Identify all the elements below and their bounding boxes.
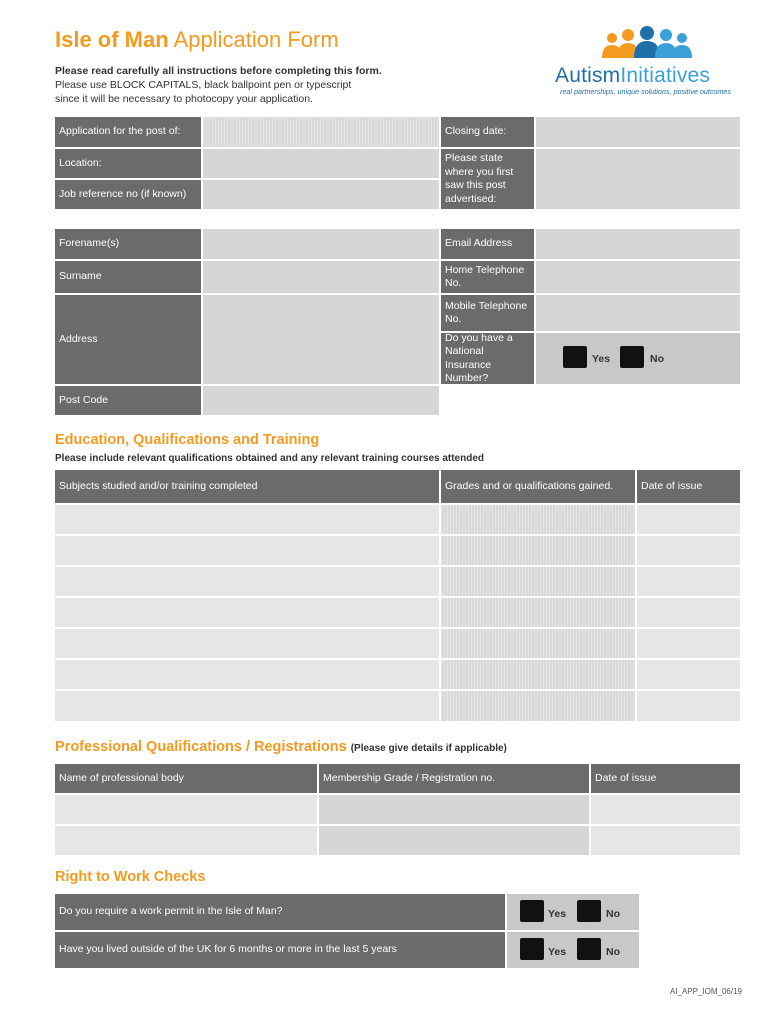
professional-col-membership: Membership Grade / Registration no. [319,764,589,793]
title-rest: Application Form [173,27,339,52]
professional-membership-cell[interactable] [319,795,589,824]
forenames-field[interactable] [203,229,439,259]
professional-membership-cell[interactable] [319,826,589,855]
right-to-work-heading: Right to Work Checks [55,869,206,885]
post-code-label: Post Code [55,386,201,415]
education-date-cell[interactable] [637,536,740,565]
application-for-label: Application for the post of: [55,117,201,147]
professional-col-date: Date of issue [591,764,740,793]
education-subject-cell[interactable] [55,505,439,534]
page-title [55,27,339,53]
lived-outside-yes-checkbox[interactable] [520,938,544,960]
brand-name-part1: Autism [555,64,621,87]
closing-date-field[interactable] [536,117,740,147]
education-grade-cell[interactable] [441,629,635,658]
ni-no-checkbox[interactable] [620,346,644,368]
lived-outside-yes-label: Yes [548,946,567,958]
instruction-line-2: Please use BLOCK CAPITALS, black ballpoint pen or typescript [55,79,352,91]
email-label: Email Address [441,229,534,259]
education-date-cell[interactable] [637,629,740,658]
professional-date-cell[interactable] [591,795,740,824]
ni-yes-checkbox[interactable] [563,346,587,368]
professional-body-cell[interactable] [55,795,317,824]
professional-col-body: Name of professional body [55,764,317,793]
education-grade-cell[interactable] [441,691,635,721]
work-permit-no-label: No [606,908,620,920]
education-col-subjects: Subjects studied and/or training completed [55,470,439,503]
ni-yes-label: Yes [592,353,611,365]
professional-date-cell[interactable] [591,826,740,855]
work-permit-yes-label: Yes [548,908,567,920]
work-permit-no-checkbox[interactable] [577,900,601,922]
location-field[interactable] [203,149,439,178]
education-subject-cell[interactable] [55,567,439,596]
people-logo-icon [598,24,698,64]
education-date-cell[interactable] [637,598,740,627]
ni-question-label: Do you have a National Insurance Number? [441,333,534,384]
education-note: Please include relevant qualifications obtained and any relevant training courses attended [55,453,485,464]
work-permit-question: Do you require a work permit in the Isle of Man? [55,894,505,930]
education-date-cell[interactable] [637,505,740,534]
application-for-field[interactable] [203,117,439,147]
education-grade-cell[interactable] [441,567,635,596]
job-reference-label: Job reference no (if known) [55,180,201,209]
location-label: Location: [55,149,201,178]
address-label: Address [55,295,201,384]
instruction-line-3: since it will be necessary to photocopy your application. [55,93,313,105]
lived-outside-question: Have you lived outside of the UK for 6 months or more in the last 5 years [55,932,505,968]
forenames-label: Forename(s) [55,229,201,259]
education-grade-cell[interactable] [441,505,635,534]
lived-outside-no-checkbox[interactable] [577,938,601,960]
form-code: AI_APP_IOM_06/19 [669,987,742,996]
education-date-cell[interactable] [637,567,740,596]
address-field[interactable] [203,295,439,384]
education-subject-cell[interactable] [55,691,439,721]
title-bold: Isle of Man [55,27,169,52]
education-date-cell[interactable] [637,691,740,721]
home-tel-label: Home Telephone No. [441,261,534,293]
instructions [55,64,382,106]
education-grade-cell[interactable] [441,660,635,689]
education-heading: Education, Qualifications and Training [55,432,320,448]
closing-date-label: Closing date: [441,117,534,147]
education-col-date: Date of issue [637,470,740,503]
surname-field[interactable] [203,261,439,293]
education-subject-cell[interactable] [55,536,439,565]
education-subject-cell[interactable] [55,660,439,689]
instruction-line-1: Please read carefully all instructions before completing this form. [55,65,382,77]
post-code-field[interactable] [203,386,439,415]
ni-no-label: No [650,353,664,365]
email-field[interactable] [536,229,740,259]
brand-tagline: real partnerships, unique solutions, positive outcomes [560,87,731,96]
education-subject-cell[interactable] [55,598,439,627]
education-grade-cell[interactable] [441,536,635,565]
education-subject-cell[interactable] [55,629,439,658]
brand-name-part2: Initiatives [620,64,711,87]
work-permit-yes-checkbox[interactable] [520,900,544,922]
job-reference-field[interactable] [203,180,439,209]
professional-heading [55,739,507,755]
education-col-grades: Grades and or qualifications gained. [441,470,635,503]
where-seen-field[interactable] [536,149,740,209]
mobile-tel-label: Mobile Telephone No. [441,295,534,331]
mobile-tel-field[interactable] [536,295,740,331]
surname-label: Surname [55,261,201,293]
brand-name [555,64,710,88]
education-grade-cell[interactable] [441,598,635,627]
where-seen-label: Please state where you first saw this post advertised: [441,149,534,209]
education-date-cell[interactable] [637,660,740,689]
professional-heading-text: Professional Qualifications / Registrations [55,739,347,755]
lived-outside-no-label: No [606,946,620,958]
professional-note: (Please give details if applicable) [350,743,507,754]
professional-body-cell[interactable] [55,826,317,855]
home-tel-field[interactable] [536,261,740,293]
